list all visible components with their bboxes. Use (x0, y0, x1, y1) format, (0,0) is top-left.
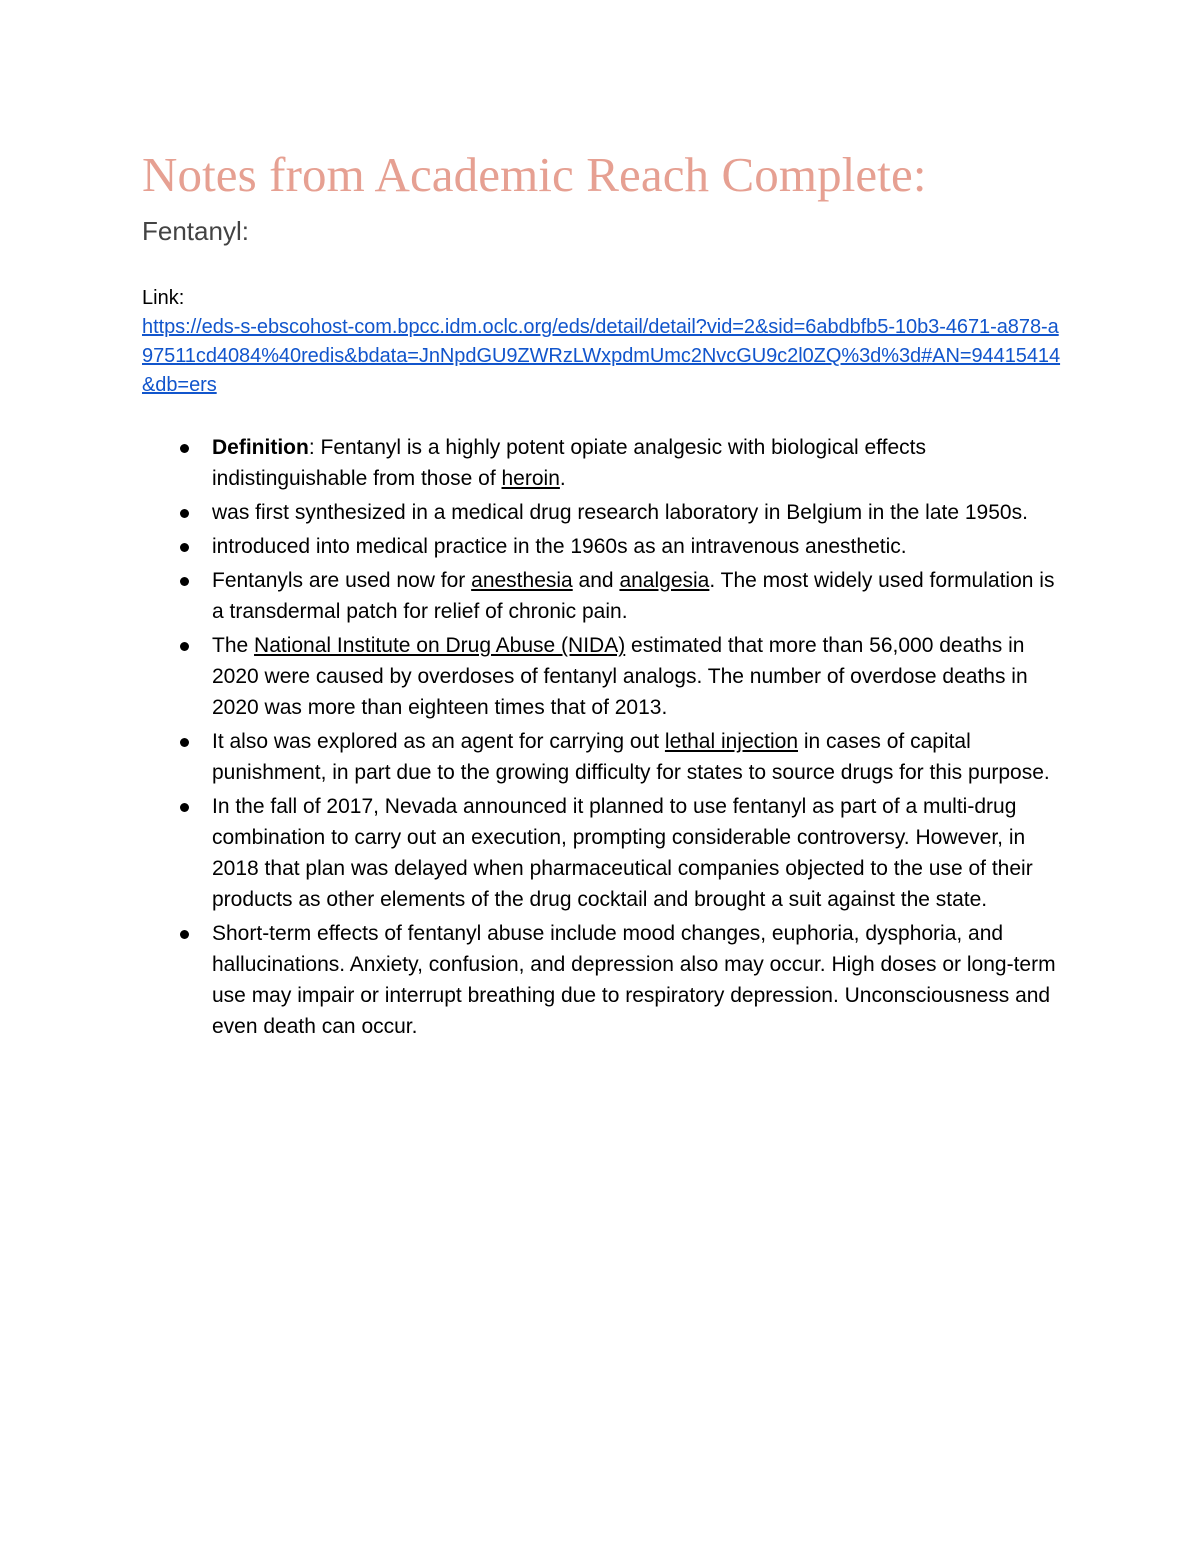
bullet-icon (180, 509, 189, 518)
list-item (142, 791, 1062, 915)
link-label: Link: (142, 287, 185, 309)
list-item (142, 497, 1062, 528)
bullet-icon (180, 444, 189, 453)
notes-list (142, 432, 1072, 1042)
section-heading: Fentanyl: (142, 216, 249, 246)
lethal-injection-link[interactable]: lethal injection (664, 730, 799, 753)
bullet-text: In the fall of 2017, Nevada announced it planned to use fentanyl as part of a multi-drug combination to carry out an execution, prompting considerable controversy. However, in 2018 that plan was delayed when pharmaceutical companies objected to the use of their products as other elements of the drug cocktail and brought a suit against the state. (212, 795, 1033, 911)
source-link[interactable]: https://eds-s-ebscohost-com.bpcc.idm.oclc.org/eds/detail/detail?vid=2&sid=6abdbfb5-10b3-4671-a878-a97511cd4084%40redis&bdata=JnNpdGU9ZWRzLWxpdmUmc2NvcGU9c2l0ZQ%3d%3d#AN=94415414&db=ers (142, 316, 1061, 396)
bullet-text: Short-term effects of fentanyl abuse include mood changes, euphoria, dysphoria, and hallucinations. Anxiety, confusion, and depression also may occur. High doses or long-term use may impair or interrupt breathing due to respiratory depression. Unconsciousness and even death can occur. (212, 922, 1056, 1038)
bullet-text: The (212, 634, 255, 657)
bullet-text: Fentanyls are used now for (212, 569, 472, 592)
bullet-text: estimated that more than 56,000 deaths in 2020 were caused by overdoses of fentanyl analogs. The number of overdose deaths in 2020 was more than eighteen times that of 2013. (212, 634, 1028, 719)
bullet-text: in cases of capital punishment, in part due to the growing difficulty for states to source drugs for this purpose. (212, 730, 1050, 784)
analgesia-link[interactable]: analgesia (619, 569, 710, 592)
nida-link[interactable]: National Institute on Drug Abuse (NIDA) (254, 634, 626, 657)
bullet-text: It also was explored as an agent for carrying out (212, 730, 665, 753)
bullet-text: . (559, 467, 566, 490)
bullet-text: . The most widely used formulation is a transdermal patch for relief of chronic pain. (212, 569, 1055, 623)
bullet-icon (180, 577, 189, 586)
page-title: Notes from Academic Reach Complete: (142, 147, 927, 202)
heroin-link[interactable]: heroin (501, 467, 560, 490)
bullet-icon (180, 642, 189, 651)
bullet-icon (180, 930, 189, 939)
definition-label: Definition (212, 436, 309, 459)
bullet-icon (180, 803, 189, 812)
document-page (142, 140, 1072, 1045)
list-item (142, 531, 1062, 562)
bullet-text: and (572, 569, 620, 592)
bullet-text: : Fentanyl is a highly potent opiate analgesic with biological effects indistinguishable from those of (212, 436, 926, 490)
bullet-text: introduced into medical practice in the 1960s as an intravenous anesthetic. (212, 535, 907, 558)
bullet-icon (180, 738, 189, 747)
list-item (142, 432, 1062, 494)
list-item (142, 918, 1062, 1042)
anesthesia-link[interactable]: anesthesia (471, 569, 573, 592)
bullet-text: was first synthesized in a medical drug research laboratory in Belgium in the late 1950s. (212, 501, 1028, 524)
list-item (142, 726, 1062, 788)
list-item (142, 630, 1062, 723)
list-item (142, 565, 1062, 627)
bullet-icon (180, 543, 189, 552)
